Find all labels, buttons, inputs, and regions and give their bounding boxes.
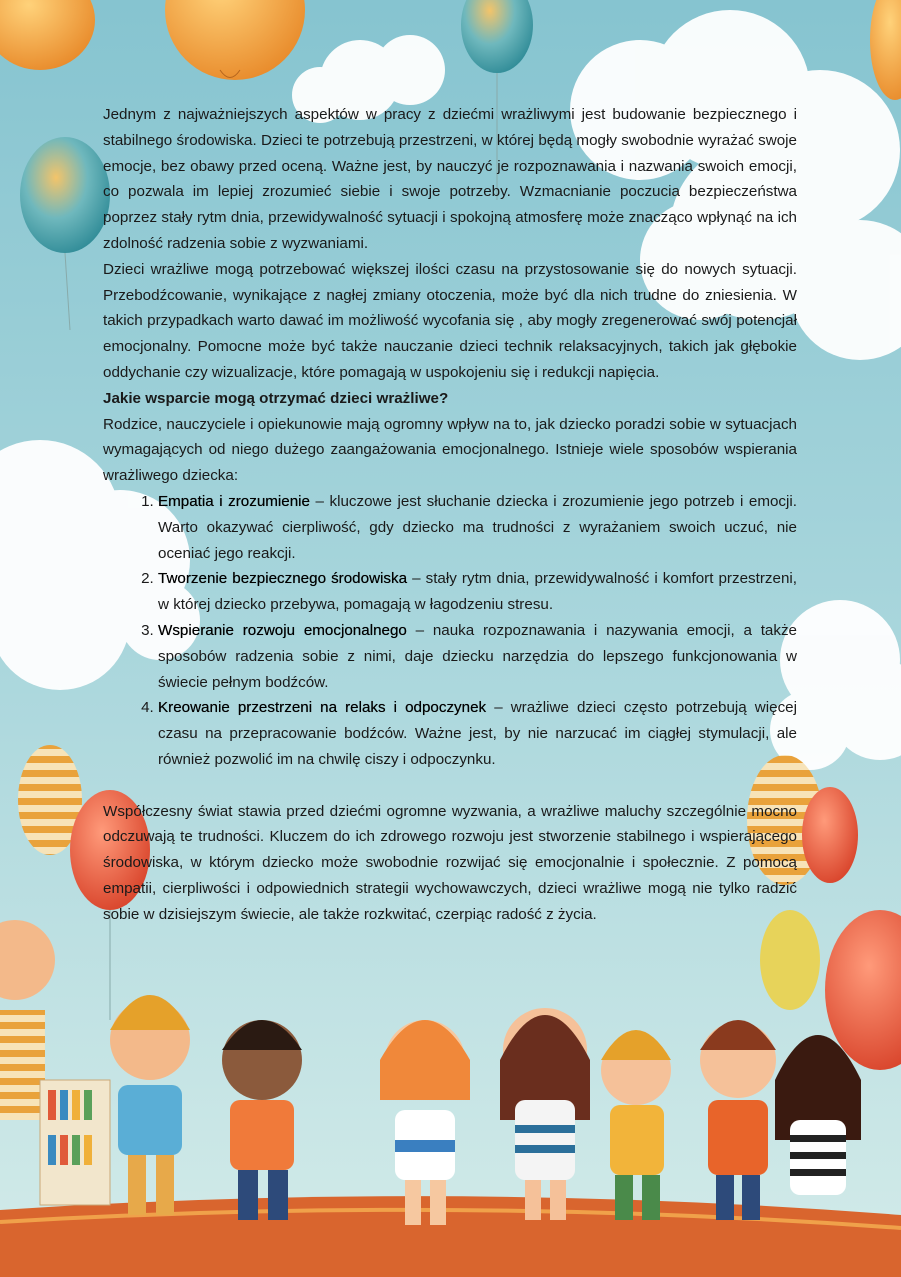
support-list [103,489,797,773]
list-item-term: Tworzenie bezpiecznego środowiska [158,570,408,588]
list-item [158,695,797,772]
list-item-term: Kreowanie przestrzeni na relaks i odpoczynek [158,699,487,717]
list-item-text: – kluczowe jest słuchanie dziecka i zrozumienie jego potrzeb i emocji. Warto okazywać cierpliwość, gdy dziecko ma trudności z wyrażaniem swoich uczuć, nie oceniać jego reakcji. [158,492,797,562]
list-item-term: Wspieranie rozwoju emocjonalnego [158,621,407,639]
list-item-text: – nauka rozpoznawania i nazywania emocji, a także sposobów radzenia sobie z nimi, daje dziecku narzędzia do lepszego funkcjonowania w świecie pełnym bodźców. [158,621,797,691]
list-item [158,489,797,566]
section-heading: Jakie wsparcie mogą otrzymać dzieci wrażliwe? [103,389,449,407]
list-item [158,618,797,695]
intro-paragraph: Rodzice, nauczyciele i opiekunowie mają ogromny wpływ na to, jak dziecko poradzi sobie w sytuacjach wymagających od niego dużego zaangażowania emocjonalnego. Istnieje wiele sposobów wspierania wrażliwego dziecka: [103,415,797,485]
list-item [158,566,797,618]
paragraph-2: Dzieci wrażliwe mogą potrzebować większej ilości czasu na przystosowanie się do nowych sytuacji. Przebodźcowanie, wynikające z nagłej zmiany otoczenia, może być dla nich trudne do zniesienia. W takich przypadkach warto dawać im możliwość wycofania się , aby mogły zregenerować swój potencjał emocjonalny. Pomocne może być także nauczanie dzieci technik relaksacyjnych, takich jak głębokie oddychanie czy wizualizacje, które pomagają w uspokojeniu się i redukcji napięcia. [103,260,797,381]
list-item-text: – wrażliwe dzieci często potrzebują więcej czasu na przepracowanie bodźców. Ważne jest, by nie narzucać im ciągłej stymulacji, ale również pozwolić im na chwilę ciszy i odpoczynku. [158,699,797,768]
paragraph-1: Jednym z najważniejszych aspektów w pracy z dziećmi wrażliwymi jest budowanie bezpiecznego i stabilnego środowiska. Dzieci te potrzebują przestrzeni, w której będą mogły swobodnie wyrażać swoje emocje, bez obawy przed oceną. Ważne jest, by nauczyć je rozpoznawania i nazwania swoich emocji, co pozwala im lepiej zrozumieć siebie i swoje potrzeby. Wzmacnianie poczucia bezpieczeństwa poprzez stały rytm dnia, przewidywalność sytuacji i spokojną atmosferę może znacząco wpłynąć na ich zdolność radzenia sobie z wyzwaniami. [103,106,797,252]
spacer [103,773,797,799]
list-item-text: – stały rytm dnia, przewidywalność i komfort przestrzeni, w której dziecko przebywa, pomagają w łagodzeniu stresu. [158,570,797,614]
closing-paragraph: Współczesny świat stawia przed dziećmi ogromne wyzwania, a wrażliwe maluchy szczególnie mocno odczuwają te trudności. Kluczem do ich zdrowego rozwoju jest stworzenie stabilnego i wspierającego środowiska, w którym dziecko może swobodnie rozwijać się emocjonalnie i społecznie. Z pomocą empatii, cierpliwości i odpowiednich strategii wychowawczych, dzieci wrażliwe mogą nie tylko radzić sobie w dzisiejszym świecie, ale także rozkwitać, czerpiąc radość z życia. [103,802,797,923]
list-item-term: Empatia i zrozumienie [158,492,310,510]
article-body [103,102,797,928]
